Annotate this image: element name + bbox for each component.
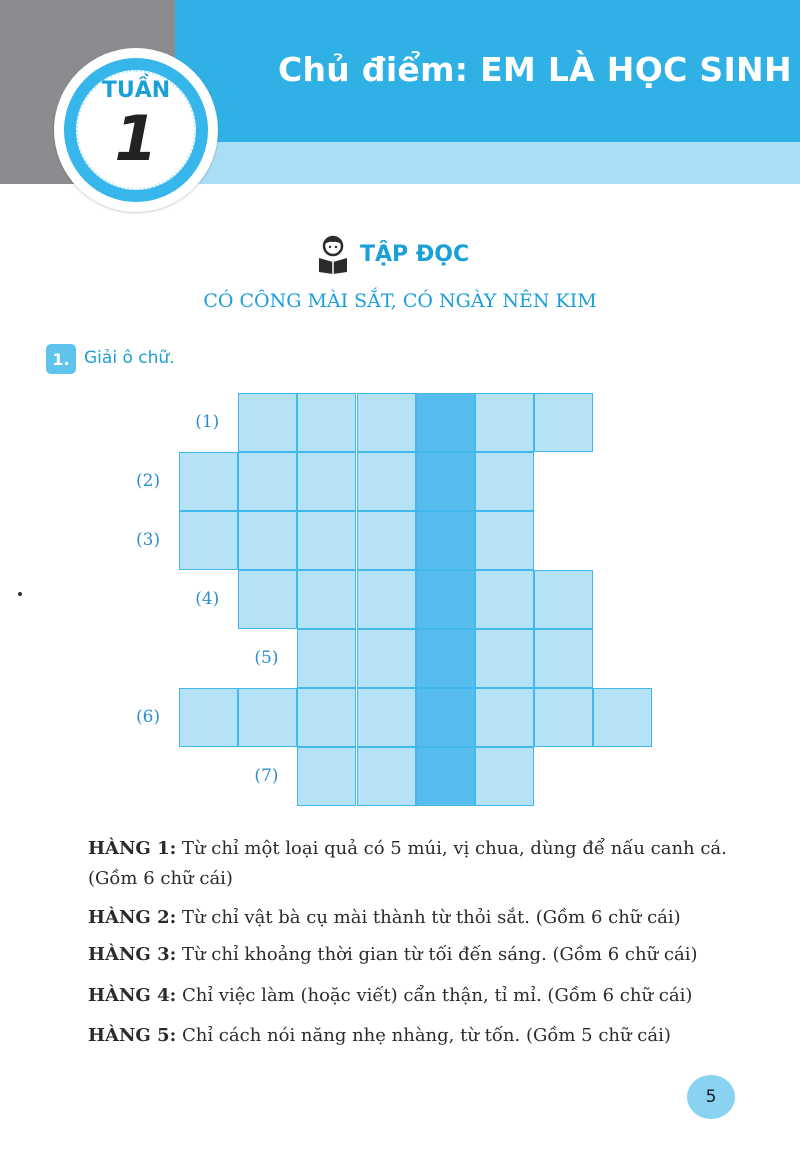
section-title: TẬP ĐỌC <box>360 241 470 267</box>
clue-label: HÀNG 3: <box>88 944 177 965</box>
crossword-cell[interactable] <box>475 452 534 511</box>
crossword-cell[interactable] <box>593 688 652 747</box>
crossword-cell[interactable] <box>416 747 475 806</box>
page-number: 5 <box>687 1075 735 1119</box>
crossword-row-label: (7) <box>254 766 279 786</box>
crossword-cell[interactable] <box>416 629 475 688</box>
crossword-row-label: (2) <box>136 471 161 491</box>
crossword-cell[interactable] <box>238 393 297 452</box>
crossword-row-label: (1) <box>195 412 220 432</box>
crossword-cell[interactable] <box>475 393 534 452</box>
crossword-cell[interactable] <box>297 747 356 806</box>
crossword-row-label: (6) <box>136 707 161 727</box>
crossword-cell[interactable] <box>416 570 475 629</box>
crossword-cell[interactable] <box>357 688 416 747</box>
lesson-title: CÓ CÔNG MÀI SẮT, CÓ NGÀY NÊN KIM <box>203 290 597 312</box>
clue-item <box>88 903 768 933</box>
crossword-cell[interactable] <box>357 452 416 511</box>
crossword-cell[interactable] <box>297 511 356 570</box>
crossword-cell[interactable] <box>475 629 534 688</box>
crossword-cell[interactable] <box>416 393 475 452</box>
crossword-cell[interactable] <box>416 452 475 511</box>
week-label: TUẦN <box>101 78 171 103</box>
crossword-cell[interactable] <box>179 511 238 570</box>
crossword-cell[interactable] <box>475 688 534 747</box>
crossword-cell[interactable] <box>534 688 593 747</box>
crossword-cell[interactable] <box>357 570 416 629</box>
clue-label: HÀNG 4: <box>88 985 177 1006</box>
crossword-cell[interactable] <box>297 393 356 452</box>
clue-item <box>88 981 768 1011</box>
crossword-cell[interactable] <box>475 511 534 570</box>
clue-text: Chỉ cách nói năng nhẹ nhàng, từ tốn. (Gồm 5 chữ cái) <box>176 1025 671 1046</box>
theme-title: Chủ điểm: EM LÀ HỌC SINH <box>278 50 792 89</box>
clue-item <box>88 834 768 894</box>
clue-item <box>88 1021 768 1051</box>
clue-label: HÀNG 5: <box>88 1025 177 1046</box>
crossword-row-label: (3) <box>136 530 161 550</box>
crossword-row-label: (4) <box>195 589 220 609</box>
crossword-cell[interactable] <box>534 393 593 452</box>
crossword-cell[interactable] <box>357 393 416 452</box>
exercise-number: 1. <box>46 344 76 374</box>
crossword-cell[interactable] <box>534 570 593 629</box>
exercise-title: Giải ô chữ. <box>84 348 175 368</box>
crossword-cell[interactable] <box>179 452 238 511</box>
clue-text: Từ chỉ một loại quả có 5 múi, vị chua, dùng để nấu canh cá. (Gồm 6 chữ cái) <box>88 838 727 889</box>
crossword-cell[interactable] <box>238 570 297 629</box>
clue-text: Từ chỉ khoảng thời gian từ tối đến sáng. (Gồm 6 chữ cái) <box>176 944 698 965</box>
crossword-row-label: (5) <box>254 648 279 668</box>
crossword-cell[interactable] <box>297 688 356 747</box>
crossword-cell[interactable] <box>357 629 416 688</box>
crossword-cell[interactable] <box>416 511 475 570</box>
crossword-cell[interactable] <box>297 629 356 688</box>
clue-label: HÀNG 1: <box>88 838 177 859</box>
crossword-cell[interactable] <box>238 511 297 570</box>
crossword-cell[interactable] <box>534 629 593 688</box>
crossword-cell[interactable] <box>179 688 238 747</box>
clue-label: HÀNG 2: <box>88 907 177 928</box>
crossword-cell[interactable] <box>475 570 534 629</box>
clue-text: Chỉ việc làm (hoặc viết) cẩn thận, tỉ mỉ. (Gồm 6 chữ cái) <box>176 985 693 1006</box>
week-number: 1 <box>114 102 158 175</box>
crossword-cell[interactable] <box>416 688 475 747</box>
crossword-cell[interactable] <box>238 688 297 747</box>
crossword-cell[interactable] <box>238 452 297 511</box>
clue-item <box>88 940 768 970</box>
crossword-cell[interactable] <box>357 747 416 806</box>
crossword-cell[interactable] <box>475 747 534 806</box>
clue-text: Từ chỉ vật bà cụ mài thành từ thỏi sắt. (Gồm 6 chữ cái) <box>176 907 681 928</box>
crossword-cell[interactable] <box>357 511 416 570</box>
crossword-cell[interactable] <box>297 452 356 511</box>
crossword-cell[interactable] <box>297 570 356 629</box>
